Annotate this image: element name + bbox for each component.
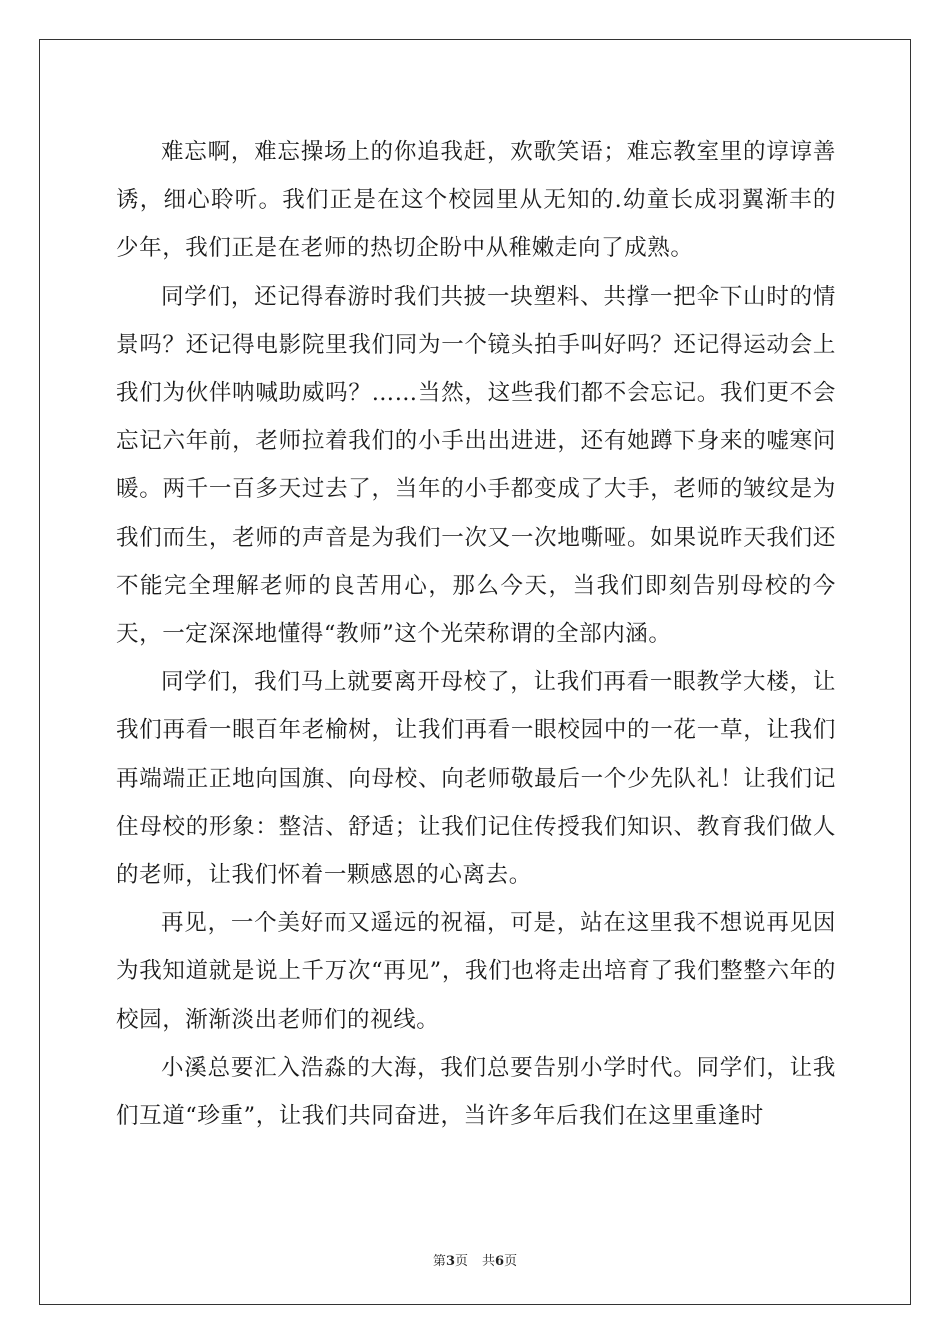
total-pages: 6 — [495, 1254, 505, 1269]
paragraph-5: 小溪总要汇入浩淼的大海，我们总要告别小学时代。同学们，让我们互道“珍重”，让我们共同奋进，当许多年后我们在这里重逢时 — [116, 1054, 836, 1130]
page-prefix: 第 — [432, 1254, 446, 1269]
paragraph-4: 再见，一个美好而又遥远的祝福，可是，站在这里我不想说再见因为我知道就是说上千万次“再见”，我们也将走出培育了我们整整六年的校园，渐渐淡出老师们的视线。 — [116, 910, 836, 1033]
page-number: 3 — [445, 1254, 455, 1269]
page-footer — [0, 1250, 950, 1269]
page-suffix: 页 — [454, 1254, 468, 1269]
paragraph-2: 同学们，还记得春游时我们共披一块塑料、共撑一把伞下山时的情景吗？还记得电影院里我们同为一个镜头拍手叫好吗？还记得运动会上我们为伙伴呐喊助威吗？……当然，这些我们都不会忘记。我们更不会忘记六年前，老师拉着我们的小手出出进进，还有她蹲下身来的嘘寒问暖。两千一百多天过去了，当年的小手都变成了大手，老师的皱纹是为我们而生，老师的声音是为我们一次又一次地嘶哑。如果说昨天我们还不能完全理解老师的良苦用心，那么今天，当我们即刻告别母校的今天，一定深深地懂得“教师”这个光荣称谓的全部内涵。 — [116, 283, 836, 648]
document-body — [116, 128, 836, 1140]
paragraph-1: 难忘啊，难忘操场上的你追我赶，欢歌笑语；难忘教室里的谆谆善诱，细心聆听。我们正是在这个校园里从无知的.幼童长成羽翼渐丰的少年，我们正是在老师的热切企盼中从稚嫩走向了成熟。 — [116, 139, 836, 262]
total-prefix: 共 — [482, 1254, 496, 1269]
paragraph-3: 同学们，我们马上就要离开母校了，让我们再看一眼教学大楼，让我们再看一眼百年老榆树，让我们再看一眼校园中的一花一草，让我们再端端正正地向国旗、向母校、向老师敬最后一个少先队礼！让我们记住母校的形象：整洁、舒适；让我们记住传授我们知识、教育我们做人的老师，让我们怀着一颗感恩的心离去。 — [116, 669, 836, 889]
total-suffix: 页 — [504, 1254, 518, 1269]
